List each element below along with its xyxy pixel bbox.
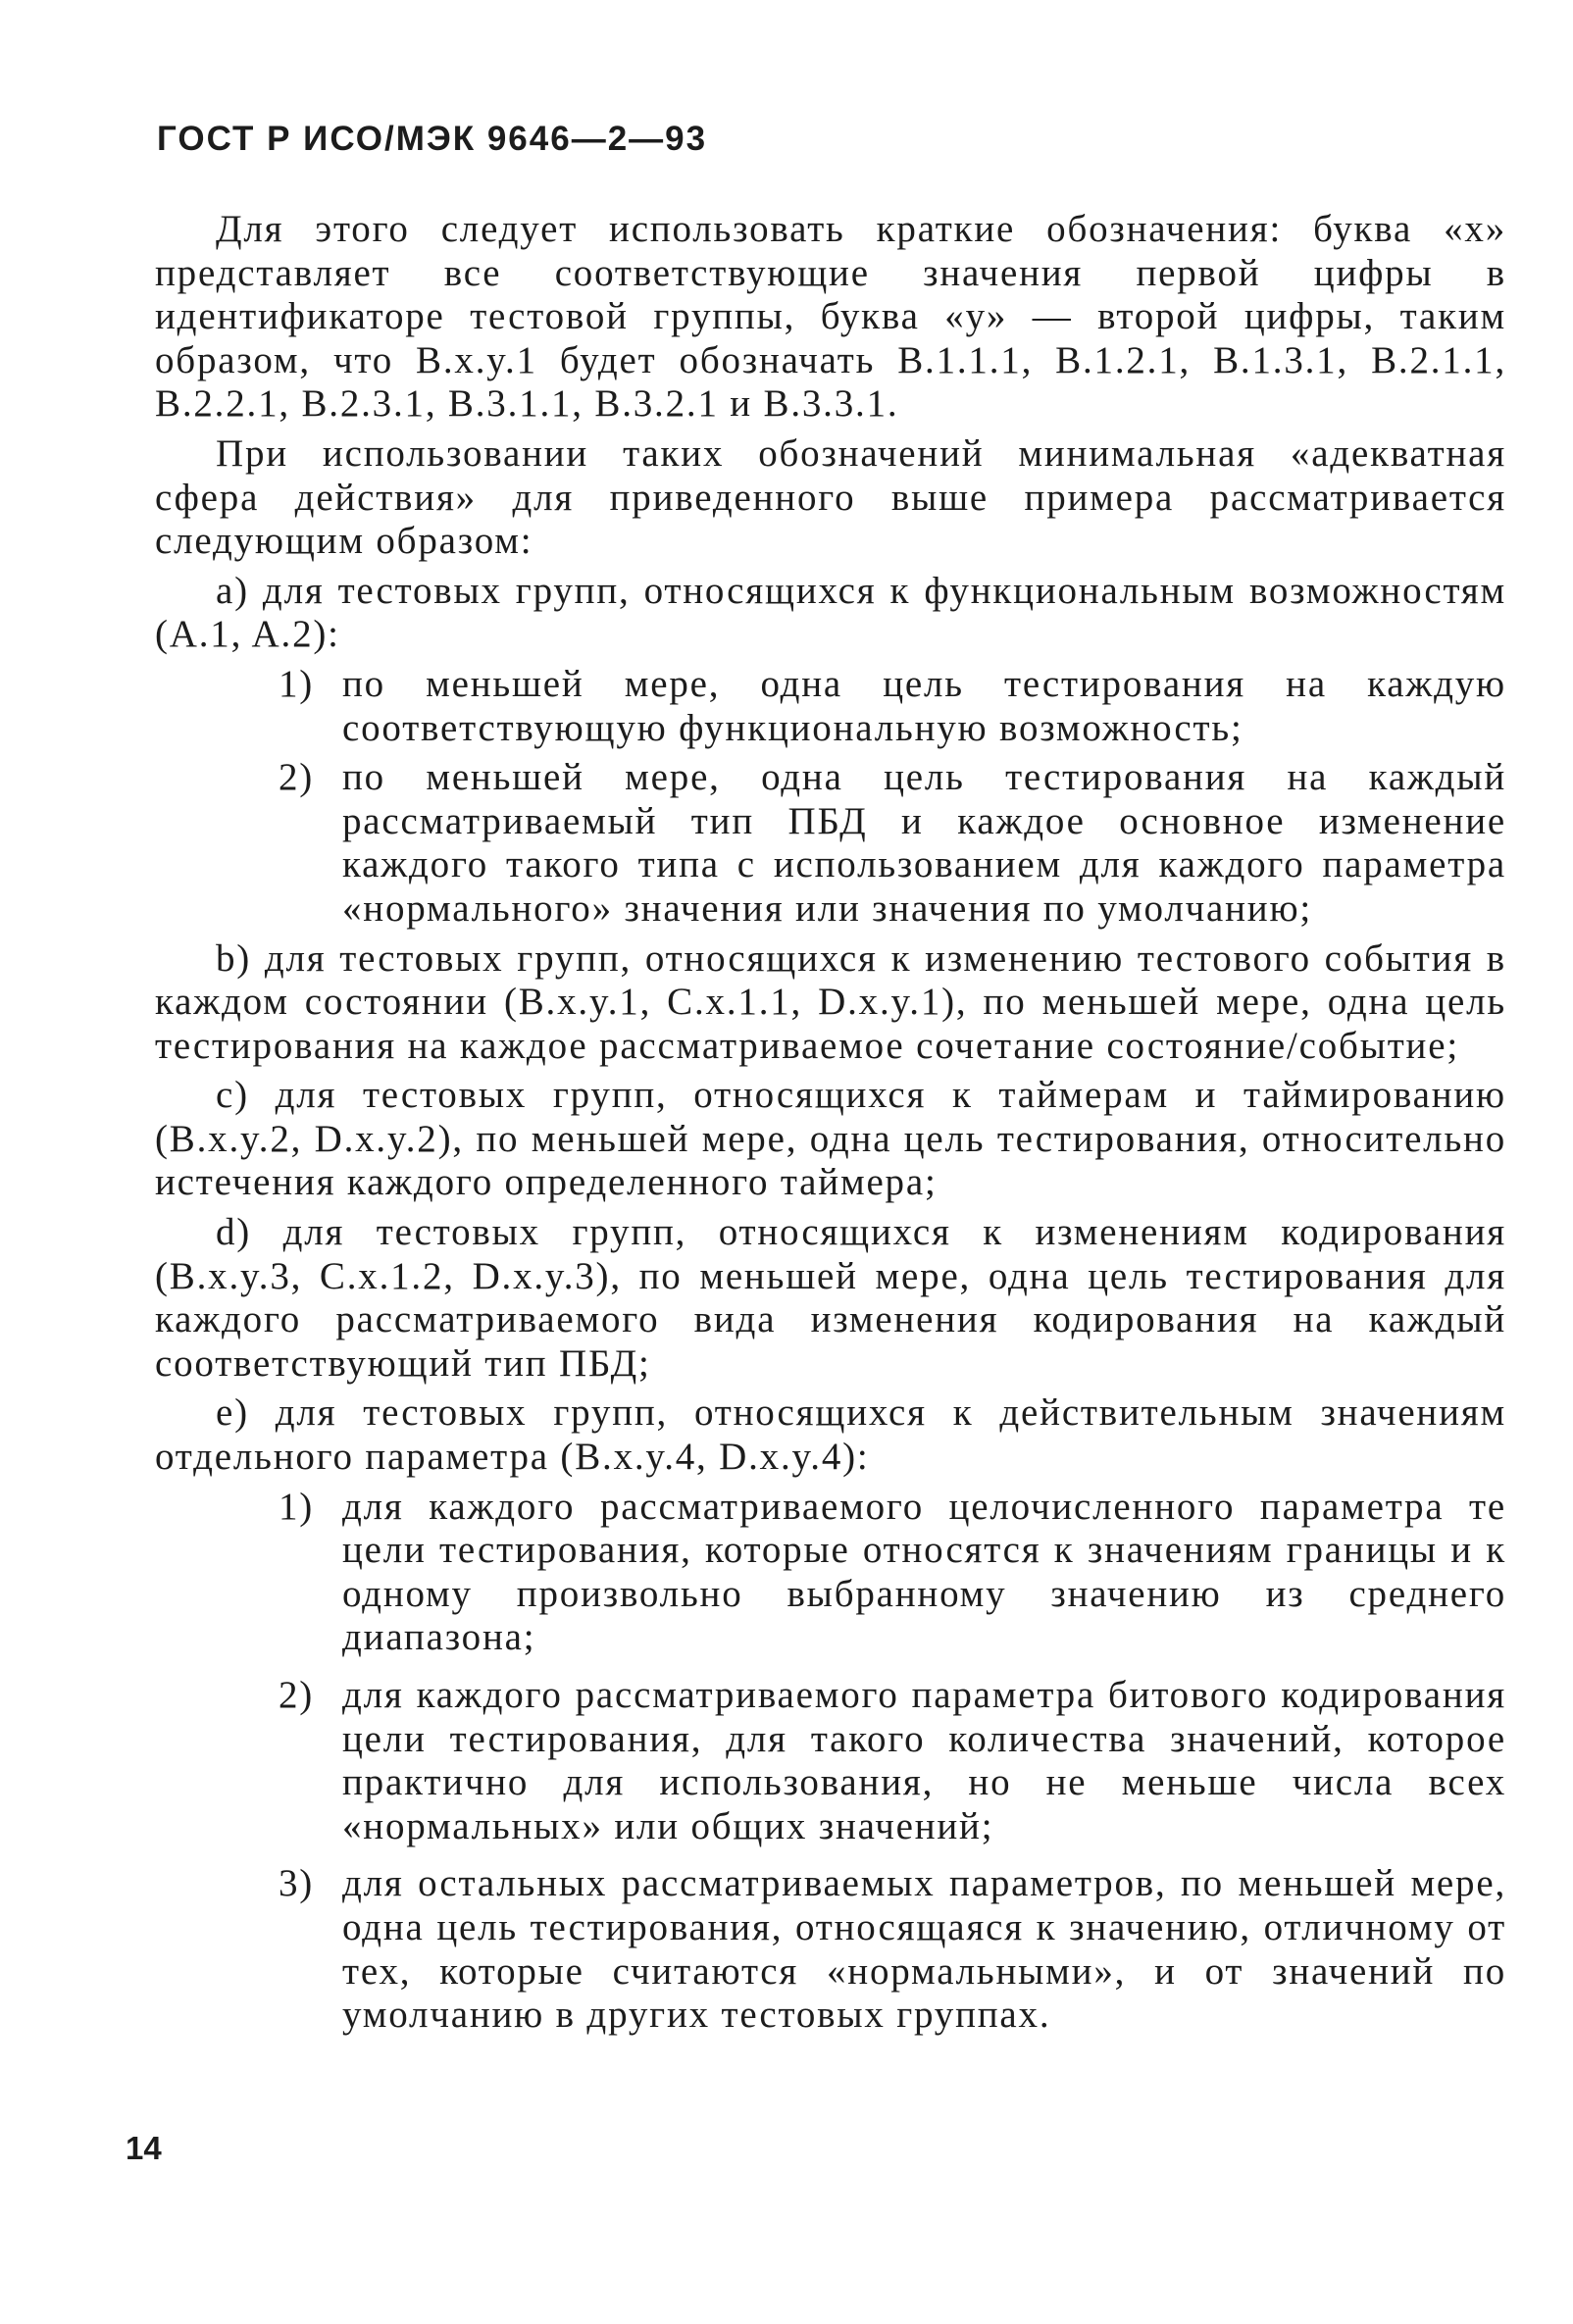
list-item-c: c) для тестовых групп, относящихся к таймерам и таймированию (B.x.y.2, D.x.y.2), по меньшей мере, одна цель тестирования, относительно истечения каждого определенного таймера; (155, 1074, 1506, 1204)
list-item-b: b) для тестовых групп, относящихся к изменению тестового события в каждом состоянии (B.x.y.1, C.x.1.1, D.x.y.1), по меньшей мере, одна цель тестирования на каждое рассматриваемое сочетание состояние/событие; (155, 936, 1506, 1067)
list-number: 1) (279, 1485, 315, 1528)
list-number: 1) (279, 662, 315, 705)
document-header: ГОСТ Р ИСО/МЭК 9646—2—93 (157, 120, 708, 158)
list-number: 2) (279, 1674, 315, 1716)
document-body (155, 208, 1506, 2038)
list-number: 3) (279, 1862, 315, 1905)
list-item-e-1 (155, 1486, 1506, 1660)
paragraph-scope: При использовании таких обозначений минимальная «адекватная сфера действия» для приведенного выше примера рассматривается следующим образом: (155, 431, 1506, 563)
list-item-e-3 (155, 1862, 1506, 2037)
list-item-text: для остальных рассматриваемых параметров, по меньшей мере, одна цель тестирования, относящаяся к значению, отличному от тех, которые считаются «нормальными», и от значений по умолчанию в других тестовых группах. (342, 1862, 1506, 2037)
list-item-a-2 (155, 756, 1506, 931)
list-item-a-1 (155, 663, 1506, 750)
list-item-text: по меньшей мере, одна цель тестирования на каждую соответствующую функциональную возможность; (342, 662, 1506, 749)
list-item-e: e) для тестовых групп, относящихся к действительным значениям отдельного параметра (B.x.y.4, D.x.y.4): (155, 1391, 1506, 1479)
page-number: 14 (126, 2130, 162, 2166)
list-item-a: a) для тестовых групп, относящихся к функциональным возможностям (A.1, A.2): (155, 569, 1506, 656)
list-item-text: для каждого рассматриваемого целочисленного параметра те цели тестирования, которые относятся к значениям границы и к одному произвольно выбранному значению из среднего диапазона; (342, 1485, 1506, 1659)
list-item-e-2 (155, 1674, 1506, 1848)
list-number: 2) (279, 756, 315, 799)
paragraph-notation: Для этого следует использовать краткие обозначения: буква «x» представляет все соответствующие значения первой цифры в идентификаторе тестовой группы, буква «y» — второй цифры, таким образом, что B.x.y.1 будет обозначать B.1.1.1, B.1.2.1, B.1.3.1, B.2.1.1, B.2.2.1, B.2.3.1, B.3.1.1, B.3.2.1 и B.3.3.1. (155, 208, 1506, 426)
list-item-d: d) для тестовых групп, относящихся к изменениям кодирования (B.x.y.3, C.x.1.2, D.x.y.3), по меньшей мере, одна цель тестирования для каждого рассматриваемого вида изменения кодирования на каждый соответствующий тип ПБД; (155, 1211, 1506, 1385)
list-item-text: по меньшей мере, одна цель тестирования на каждый рассматриваемый тип ПБД и каждое основное изменение каждого такого типа с использованием для каждого параметра «нормального» значения или значения по умолчанию; (342, 756, 1506, 930)
list-item-text: для каждого рассматриваемого параметра битового кодирования цели тестирования, для такого количества значений, которое практично для использования, но не меньше числа всех «нормальных» или общих значений; (342, 1674, 1506, 1847)
